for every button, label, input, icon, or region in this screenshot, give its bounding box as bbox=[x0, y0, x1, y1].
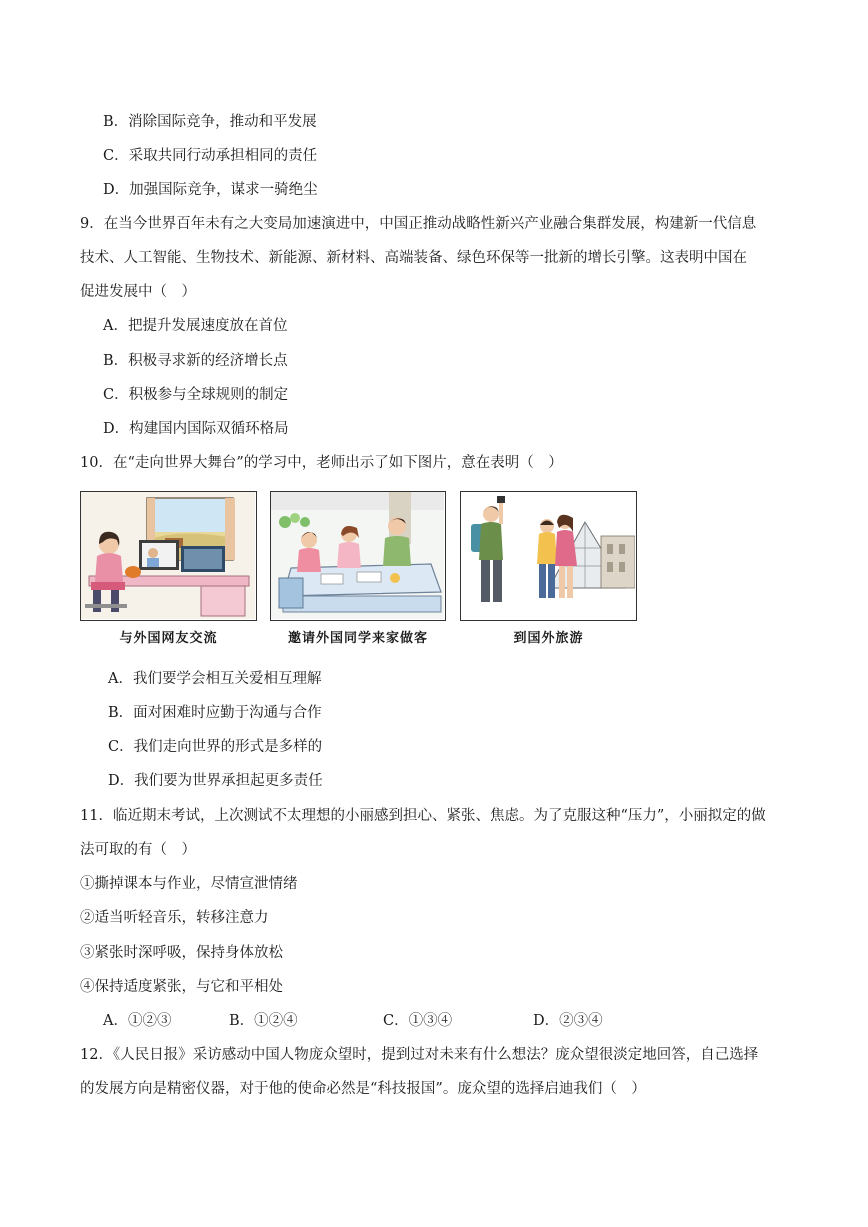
q11-choice-d: D．②③④ bbox=[533, 1013, 603, 1029]
q12-stem-line-2: 的发展方向是精密仪器，对于他的使命必然是“科技报国”。庞众望的选择启迪我们（ ） bbox=[80, 1081, 646, 1097]
q8-option-c: C．采取共同行动承担相同的责任 bbox=[103, 148, 318, 164]
q9-option-d: D．构建国内国际双循环格局 bbox=[103, 421, 289, 437]
q11-item-2: ②适当听轻音乐，转移注意力 bbox=[80, 910, 269, 926]
q10-option-d: D．我们要为世界承担起更多责任 bbox=[108, 773, 323, 789]
q9-option-c: C．积极参与全球规则的制定 bbox=[103, 387, 289, 403]
q9-stem-line-3: 促进发展中（ ） bbox=[80, 284, 196, 300]
q9-stem-line-1: 9．在当今世界百年未有之大变局加速演进中，中国正推动战略性新兴产业融合集群发展，构建新一代信息 bbox=[80, 216, 757, 232]
q10-option-a: A．我们要学会相互关爱相互理解 bbox=[108, 671, 322, 687]
q11-item-3: ③紧张时深呼吸，保持身体放松 bbox=[80, 945, 283, 961]
caption-travel-abroad: 到国外旅游 bbox=[513, 631, 584, 646]
q8-option-d: D．加强国际竞争，谋求一骑绝尘 bbox=[103, 182, 318, 198]
q10-option-b: B．面对困难时应勤于沟通与合作 bbox=[108, 705, 322, 721]
q11-choice-c: C．①③④ bbox=[383, 1013, 453, 1029]
illustration-online-friends bbox=[80, 491, 257, 621]
q10-stem: 10．在“走向世界大舞台”的学习中，老师出示了如下图片，意在表明（ ） bbox=[80, 455, 563, 471]
q10-option-c: C．我们走向世界的形式是多样的 bbox=[108, 739, 323, 755]
caption-online-friends: 与外国网友交流 bbox=[119, 631, 218, 646]
q11-stem-line-1: 11．临近期末考试，上次测试不太理想的小丽感到担心、紧张、焦虑。为了克服这种“压力”，小丽拟定的做 bbox=[80, 808, 766, 824]
caption-home-guests: 邀请外国同学来家做客 bbox=[287, 631, 428, 646]
q9-option-b: B．积极寻求新的经济增长点 bbox=[103, 353, 288, 369]
q9-option-a: A．把提升发展速度放在首位 bbox=[103, 318, 288, 334]
illustration-travel-abroad bbox=[460, 491, 637, 621]
illustration-home-guests bbox=[270, 491, 446, 621]
q11-choice-b: B．①②④ bbox=[229, 1013, 298, 1029]
q8-option-b: B．消除国际竞争，推动和平发展 bbox=[103, 114, 317, 130]
q11-stem-line-2: 法可取的有（ ） bbox=[80, 842, 196, 858]
q9-stem-line-2: 技术、人工智能、生物技术、新能源、新材料、高端装备、绿色环保等一批新的增长引擎。这表明中国在 bbox=[80, 250, 747, 266]
q11-choice-a: A．①②③ bbox=[103, 1013, 172, 1029]
q11-item-4: ④保持适度紧张，与它和平相处 bbox=[80, 979, 283, 995]
q12-stem-line-1: 12．《人民日报》采访感动中国人物庞众望时，提到过对未来有什么想法？庞众望很淡定地回答，自己选择 bbox=[80, 1047, 759, 1063]
q11-item-1: ①撕掉课本与作业，尽情宣泄情绪 bbox=[80, 876, 298, 892]
